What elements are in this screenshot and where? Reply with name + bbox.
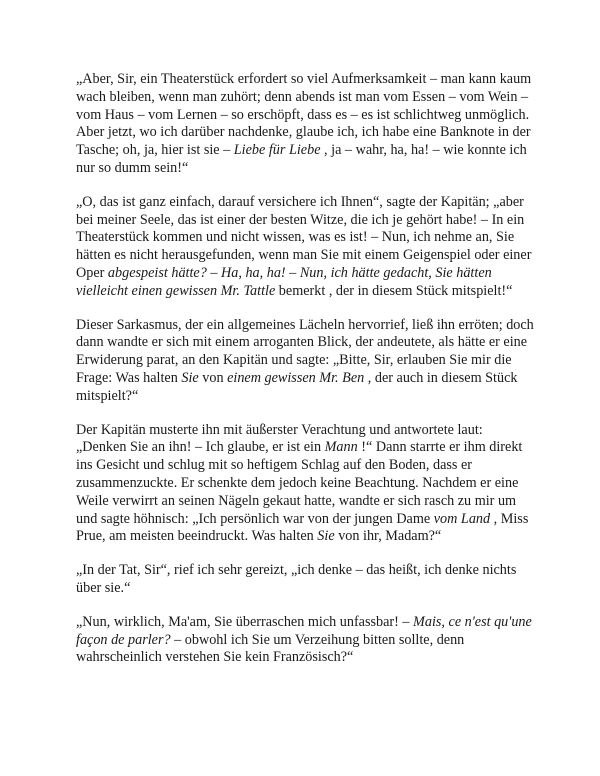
italic-text: vom Land	[433, 510, 491, 527]
text-run: Der Kapitän musterte ihn mit äußerster Verachtung und antwortete laut: „Denken Sie an ihn! – Ich glaube, er ist ein	[76, 421, 483, 456]
text-run: – obwohl ich Sie um Verzeihung bitten sollte, denn wahrscheinlich verstehen Sie kein Französisch?“	[76, 631, 465, 666]
text-run: „Nun, wirklich, Ma'am, Sie überraschen mich unfassbar! –	[76, 613, 414, 630]
text-run: „Aber, Sir, ein Theaterstück erfordert so viel Aufmerksamkeit – man kann kaum wach bleiben, wenn man zuhört; denn abends ist man vom Essen – vom Wein – vom Haus – vom Lernen – so erschöpft, dass es – es ist schlichtweg unmöglich. Aber jetzt, wo ich darüber nachdenke, glaube ich, ich habe eine Banknote in der Tasche; oh, ja, hier ist sie –	[76, 71, 532, 159]
italic-text: Mann	[324, 439, 358, 456]
italic-text: abgespeist hätte? – Ha, ha, ha! – Nun, ich hätte gedacht, Sie hätten vielleicht einen gewissen Mr. Tattle	[76, 264, 492, 299]
paragraph-1	[76, 71, 536, 178]
paragraph-5	[76, 562, 536, 598]
text-run: , Miss Prue, am meisten beeindruckt. Was halten	[76, 510, 529, 545]
text-run: Dieser Sarkasmus, der ein allgemeines Lächeln hervorrief, ließ ihn erröten; doch dann wandte er sich mit einem arroganten Blick, der andeutete, als hätte er eine Erwiderung parat, an den Kapitän und sagte: „Bitte, Sir, erlauben Sie mir die Frage: Was halten	[76, 316, 534, 386]
italic-text: Sie	[181, 369, 199, 386]
paragraph-4	[76, 422, 536, 547]
text-run: von	[198, 369, 228, 386]
italic-text: Liebe für Liebe	[233, 142, 321, 159]
text-run: bemerkt , der in diesem Stück mitspielt!“	[275, 282, 513, 299]
text-run: , der auch in diesem Stück mitspielt?“	[76, 369, 518, 404]
document-body	[76, 71, 536, 683]
italic-text: Sie	[317, 528, 335, 545]
text-run: von ihr, Madam?“	[334, 528, 442, 545]
text-run: !“ Dann starrte er ihm direkt ins Gesicht und schlug mit so heftigem Schlag auf den Boden, dass er zusammenzuckte. Er schenkte dem jedoch keine Beachtung. Nachdem er eine Weile verwirrt an seinen Nägeln gekaut hatte, wandte er sich rasch zu mir um und sagte höhnisch: „Ich persönlich war von der jungen Dame	[76, 439, 523, 527]
italic-text: Mais, ce n'est qu'une façon de parler?	[76, 613, 532, 648]
italic-text: einem gewissen Mr. Ben	[227, 369, 365, 386]
paragraph-6	[76, 614, 536, 667]
paragraph-2	[76, 194, 536, 301]
text-run: , ja – wahr, ha, ha! – wie konnte ich nur so dumm sein!“	[76, 142, 527, 176]
text-run: „In der Tat, Sir“, rief ich sehr gereizt, „ich denke – das heißt, ich denke nichts über sie.“	[76, 562, 517, 596]
text-run: „O, das ist ganz einfach, darauf versichere ich Ihnen“, sagte der Kapitän; „aber bei meiner Seele, das ist einer der besten Witze, die ich je gehört habe! – In ein Theaterstück kommen und nicht wissen, was es ist! – Nun, ich nehme an, Sie hätten es nicht herausgefunden, wenn man Sie mit einem Geigenspiel oder einer Oper	[76, 193, 532, 281]
paragraph-3	[76, 317, 536, 406]
